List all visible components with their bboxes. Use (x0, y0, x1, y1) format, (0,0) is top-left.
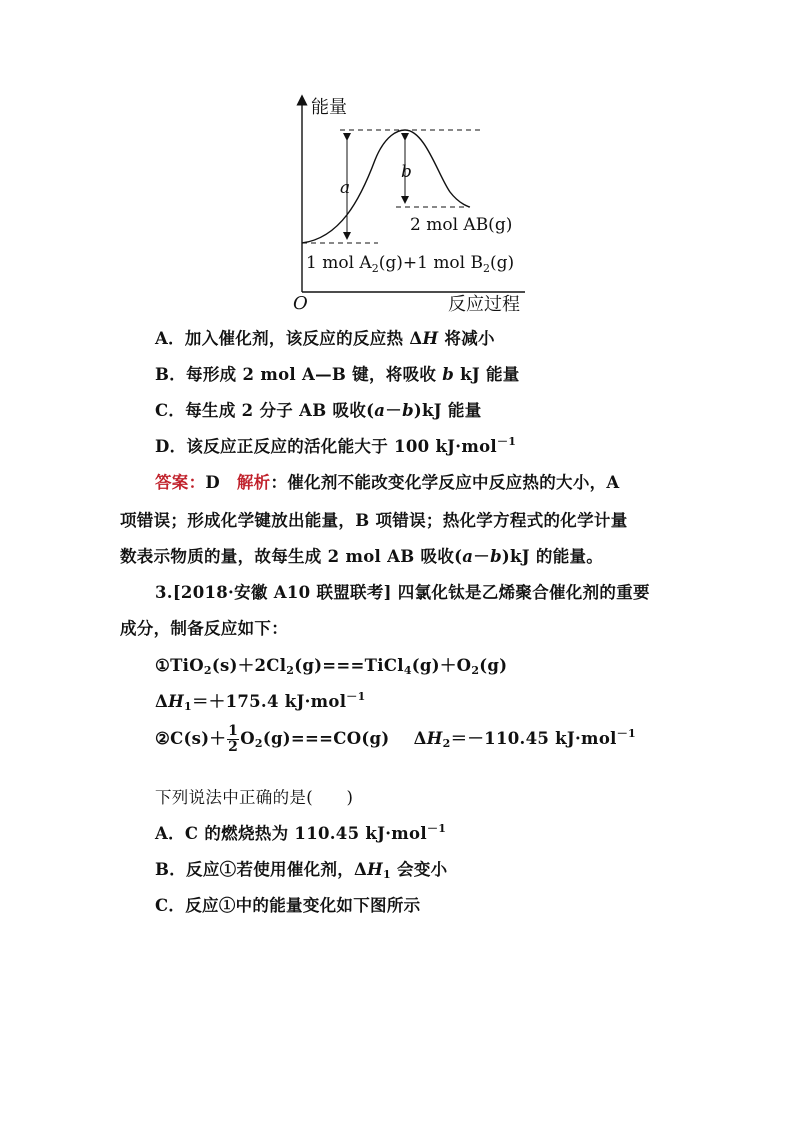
analysis-line-3: 数表示物质的量，故每生成 2 mol AB 吸收(a－b)kJ 的能量。 (120, 547, 604, 566)
answer-line: 答案：D 解析：催化剂不能改变化学反应中反应热的大小，A (155, 473, 620, 492)
product-label: 2 mol AB(g) (410, 215, 513, 235)
equation-1: $①TiO_2(s)+2Cl_2(g)===TiCl_4(g)+O_2(g)$ (155, 656, 508, 677)
analysis-label: 解析 (236, 473, 271, 492)
option-a: A．加入催化剂，该反应的反应热 ΔH 将减小 (155, 329, 495, 348)
answer-value: D (205, 473, 221, 492)
y-axis-label: 能量 (311, 97, 347, 118)
equation-1-enthalpy: $\Delta H_1=+175.4$ kJ·mol$^{-1}$ (155, 690, 366, 713)
q3-stem-line-2: 成分，制备反应如下： (120, 619, 288, 638)
option-d: D．该反应正反应的活化能大于 100 kJ·mol$^{-1}$ (155, 435, 517, 456)
option-b: B．每形成 2 mol A—B 键，将吸收 b kJ 能量 (155, 365, 520, 384)
x-axis-label: 反应过程 (448, 294, 520, 315)
reactant-label: 1 mol $A_2(g)+1$ mol $B_2(g)$ (306, 253, 515, 275)
origin-label: O (293, 293, 308, 314)
energy-diagram (0, 0, 794, 330)
q3-option-c: C．反应①中的能量变化如下图所示 (155, 896, 421, 915)
q3-stem-line-1: 3.[2018·安徽 A10 联盟联考] 四氯化钛是乙烯聚合催化剂的重要 (155, 583, 650, 602)
analysis-line-2: 项错误；形成化学键放出能量，B 项错误；热化学方程式的化学计量 (120, 511, 628, 530)
fraction-one-half: $\frac{1}{2}$ (228, 723, 239, 755)
q3-question: 下列说法中正确的是( ) (155, 788, 354, 807)
answer-label: 答案： (155, 473, 206, 492)
label-b: b (401, 162, 412, 182)
q3-option-a: A．C 的燃烧热为 110.45 kJ·mol$^{-1}$ (155, 822, 447, 843)
label-a: a (340, 178, 351, 198)
q3-option-b: B．反应①若使用催化剂，$\Delta H_1$ 会变小 (155, 860, 448, 881)
option-c: C．每生成 2 分子 AB 吸收(a－b)kJ 能量 (155, 401, 482, 420)
equation-2: ②C(s)＋ $\frac{1}{2}$ $O_2(g)===CO(g)$ $\Delta H_2=-110.45$ kJ·mol$^{-1}$ (155, 723, 636, 755)
